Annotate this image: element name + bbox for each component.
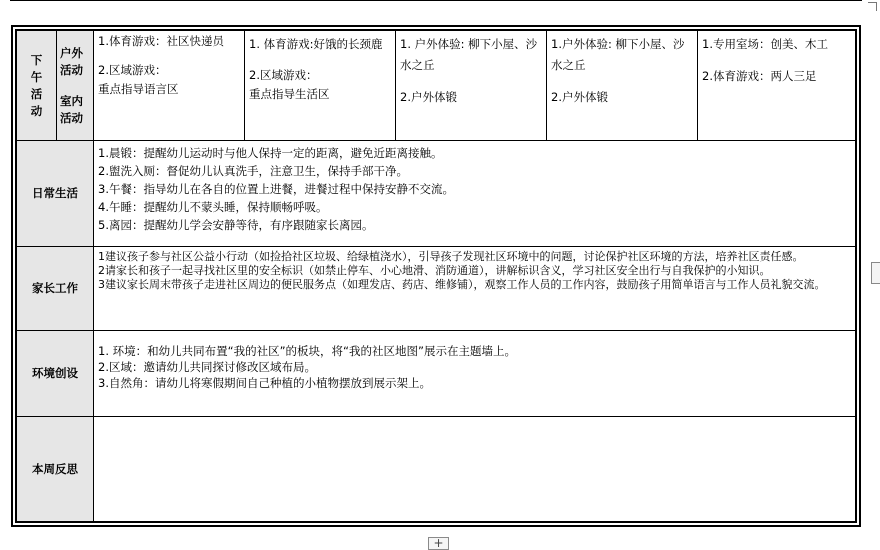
cell-line-2: 2.区域游戏： [98,63,167,77]
cell-line-3: 重点指导生活区 [249,87,330,101]
label-char: 下 [30,52,43,67]
indoor-label-line1: 室内 [60,93,83,108]
parent-work-item: 1建议孩子参与社区公益小行动（如捡拾社区垃圾、给绿植浇水），引导孩子发现社区环境中的问题，讨论保护社区环境的方法，培养社区责任感。 [98,250,804,263]
afternoon-cell-friday[interactable] [698,31,856,141]
outdoor-label-line1: 户外 [60,45,83,60]
cell-line-1: 1.专用室场：创美、木工 [702,37,828,51]
activity-type-labels [57,31,94,141]
daily-life-content[interactable] [94,141,856,247]
daily-life-item: 5.离园：提醒幼儿学会安静等待，有序跟随家长离园。 [98,218,374,232]
label-char: 活 [30,86,43,101]
afternoon-cell-wednesday[interactable] [396,31,547,141]
cell-line-1: 1.户外体验: 柳下小屋、沙水之丘 [551,37,685,72]
environment-row [17,331,856,417]
environment-content[interactable] [94,331,856,417]
reflection-row [17,417,856,522]
daily-life-item: 1.晨锻：提醒幼儿运动时与他人保持一定的距离，避免近距离接触。 [98,146,443,160]
daily-life-row [17,141,856,247]
environment-item: 3.自然角：请幼儿将寒假期间自己种植的小植物摆放到展示架上。 [98,376,431,390]
daily-life-item: 2.盥洗入厕：督促幼儿认真洗手，注意卫生，保持手部干净。 [98,164,408,178]
reflection-label: 本周反思 [17,417,94,522]
cell-line-2: 2.体育游戏：两人三足 [702,69,817,83]
daily-life-label: 日常生活 [17,141,94,247]
cell-line-3: 重点指导语言区 [98,82,179,96]
page-top-rule [10,0,862,1]
add-row-button[interactable]: + [428,537,449,550]
parent-work-item: 3建议家长周末带孩子走进社区周边的便民服务点（如理发店、药店、维修铺），观察工作人员的工作内容，鼓励孩子用简单语言与工作人员礼貌交流。 [98,278,826,291]
label-char: 午 [30,69,43,84]
daily-life-item: 3.午餐：指导幼儿在各自的位置上进餐，进餐过程中保持安静不交流。 [98,182,454,196]
parent-work-content[interactable] [94,247,856,331]
afternoon-activity-label [17,31,57,141]
outdoor-label-line2: 活动 [60,62,83,77]
daily-life-item: 4.午睡：提醒幼儿不蒙头睡，保持顺畅呼吸。 [98,200,328,214]
environment-item: 1. 环境：和幼儿共同布置“我的社区”的板块，将“我的社区地图”展示在主题墙上。 [98,344,516,358]
parent-work-label: 家长工作 [17,247,94,331]
cell-line-2: 2.户外体锻 [400,90,457,104]
parent-work-item: 2请家长和孩子一起寻找社区里的安全标识（如禁止停车、小心地滑、消防通道），讲解标识含义，学习社区安全出行与自我保护的小知识。 [98,264,771,277]
cell-line-1: 1. 体育游戏:好饿的长颈鹿 [249,37,383,51]
weekly-plan-table [16,30,856,522]
page-corner-mark [868,2,877,11]
weekly-plan-table-frame [11,25,861,527]
environment-item: 2.区域：邀请幼儿共同探讨修改区域布局。 [98,360,316,374]
parent-work-row [17,247,856,331]
weekly-plan-table-inner [15,29,857,523]
reflection-content[interactable] [94,417,856,522]
environment-label: 环境创设 [17,331,94,417]
cell-line-1: 1.体育游戏：社区快递员 [98,34,224,48]
afternoon-cell-monday[interactable] [94,31,245,141]
cell-line-2: 2.区域游戏： [249,68,318,82]
afternoon-cell-thursday[interactable] [547,31,698,141]
afternoon-row [17,31,856,141]
cell-line-1: 1. 户外体验: 柳下小屋、沙水之丘 [400,37,538,72]
indoor-label-line2: 活动 [60,110,83,125]
afternoon-cell-tuesday[interactable] [245,31,396,141]
cell-line-2: 2.户外体锻 [551,90,608,104]
label-char: 动 [30,103,43,118]
page-scroll-marker[interactable] [871,262,880,284]
